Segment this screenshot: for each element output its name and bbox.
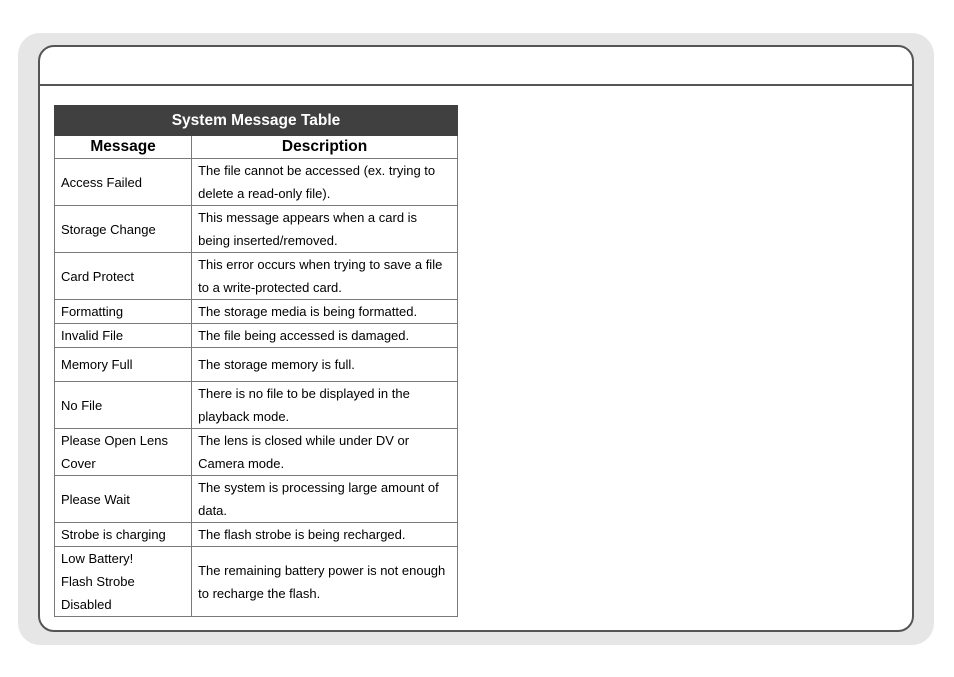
system-message-table-container [54,105,458,617]
message-cell: Invalid File [55,324,192,348]
description-cell: This error occurs when trying to save a file to a write-protected card. [192,253,458,300]
table-row [55,253,458,300]
page-panel [38,45,914,632]
description-cell: This message appears when a card is being inserted/removed. [192,206,458,253]
description-cell: The file being accessed is damaged. [192,324,458,348]
table-row [55,300,458,324]
message-cell: Access Failed [55,159,192,206]
table-row [55,206,458,253]
message-cell: Please Open Lens Cover [55,429,192,476]
description-cell: The remaining battery power is not enough to recharge the flash. [192,547,458,617]
description-cell: The storage memory is full. [192,348,458,382]
message-cell: Formatting [55,300,192,324]
table-row [55,324,458,348]
header-divider [40,84,912,86]
description-cell: The file cannot be accessed (ex. trying to delete a read-only file). [192,159,458,206]
table-row [55,523,458,547]
table-row [55,159,458,206]
message-cell: Please Wait [55,476,192,523]
table-row [55,476,458,523]
message-cell: Strobe is charging [55,523,192,547]
message-cell: Storage Change [55,206,192,253]
description-cell: There is no file to be displayed in the playback mode. [192,382,458,429]
description-cell: The storage media is being formatted. [192,300,458,324]
description-cell: The system is processing large amount of data. [192,476,458,523]
table-row [55,348,458,382]
description-cell: The flash strobe is being recharged. [192,523,458,547]
message-cell: Low Battery! Flash Strobe Disabled [55,547,192,617]
column-header-message: Message [55,136,192,159]
system-message-table [54,105,458,617]
table-row [55,547,458,617]
message-cell: Card Protect [55,253,192,300]
column-header-description: Description [192,136,458,159]
description-cell: The lens is closed while under DV or Camera mode. [192,429,458,476]
message-cell: Memory Full [55,348,192,382]
page-frame [18,33,934,645]
table-row [55,429,458,476]
table-row [55,382,458,429]
table-title: System Message Table [55,106,458,136]
message-cell: No File [55,382,192,429]
